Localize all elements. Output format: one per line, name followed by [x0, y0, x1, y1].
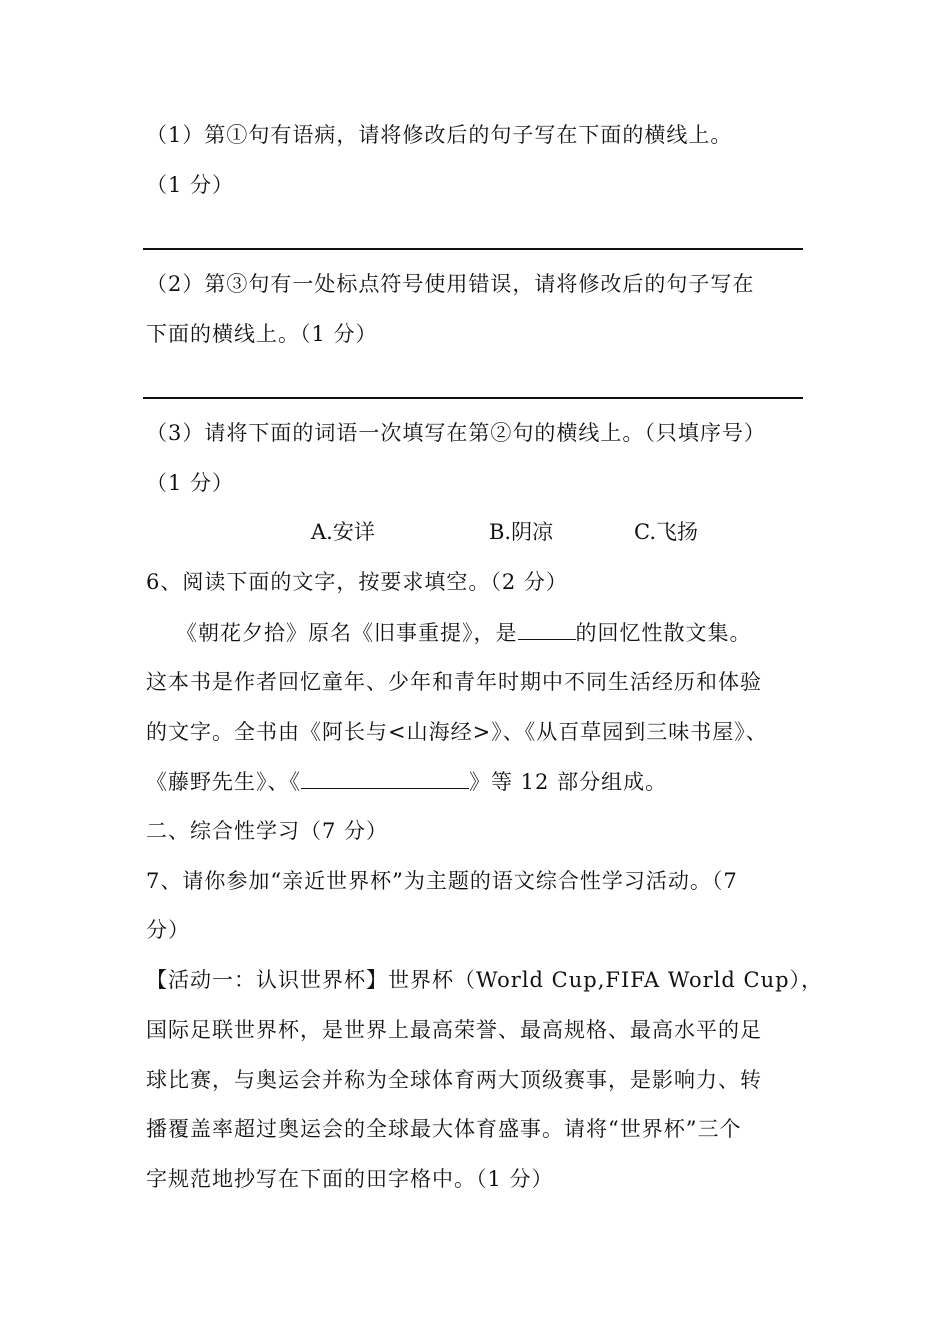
- q6-paragraph-line2: 这本书是作者回忆童年、少年和青年时期中不同生活经历和体验: [146, 670, 762, 694]
- option-a: A.安详: [311, 520, 375, 544]
- q6-paragraph-line3: 的文字。全书由《阿长与<山海经>》、《从百草园到三味书屋》、: [146, 720, 768, 744]
- q6-title: 6、阅读下面的文字，按要求填空。（2 分）: [146, 570, 568, 594]
- q5-sub2-line2: 下面的横线上。（1 分）: [146, 322, 378, 346]
- author-blank[interactable]: [518, 617, 576, 640]
- q7-line7: 字规范地抄写在下面的田字格中。（1 分）: [146, 1167, 554, 1191]
- q7-line1: 7、请你参加“亲近世界杯”为主题的语文综合性学习活动。（7: [146, 869, 738, 893]
- q5-sub3-line1: （3）请将下面的词语一次填写在第②句的横线上。（只填序号）: [146, 421, 766, 445]
- q6-text-part3: 《藤野先生》、《: [146, 770, 301, 794]
- q5-sub1-line1: （1）第①句有语病，请将修改后的句子写在下面的横线上。: [146, 123, 733, 147]
- q5-sub1-line2: （1 分）: [146, 173, 235, 197]
- q6-paragraph-line4: [146, 766, 826, 797]
- q7-line3: 【活动一：认识世界杯】世界杯（World Cup,FIFA World Cup），: [146, 968, 824, 992]
- q5-sub3-line2: （1 分）: [146, 471, 235, 495]
- section-title: 二、综合性学习（7 分）: [146, 819, 389, 843]
- q7-line5: 球比赛，与奥运会并称为全球体育两大顶级赛事，是影响力、转: [146, 1068, 762, 1092]
- option-b: B.阴凉: [489, 520, 554, 544]
- q6-text-part2: 的回忆性散文集。: [575, 621, 752, 645]
- option-c: C.飞扬: [634, 520, 698, 544]
- q7-line6: 播覆盖率超过奥运会的全球最大体育盛事。请将“世界杯”三个: [146, 1117, 742, 1141]
- answer-line-1[interactable]: [143, 248, 803, 250]
- answer-line-2[interactable]: [143, 397, 803, 399]
- title-blank[interactable]: [301, 766, 469, 789]
- q5-sub2-line1: （2）第③句有一处标点符号使用错误，请将修改后的句子写在: [146, 272, 755, 296]
- q7-line4: 国际足联世界杯，是世界上最高荣誉、最高规格、最高水平的足: [146, 1018, 762, 1042]
- q6-paragraph-line1: [146, 617, 856, 648]
- q6-text-part4: 》等 12 部分组成。: [469, 770, 668, 794]
- q6-text-part1: 《朝花夕拾》原名《旧事重提》，是: [176, 621, 518, 645]
- q7-line2: 分）: [146, 918, 190, 942]
